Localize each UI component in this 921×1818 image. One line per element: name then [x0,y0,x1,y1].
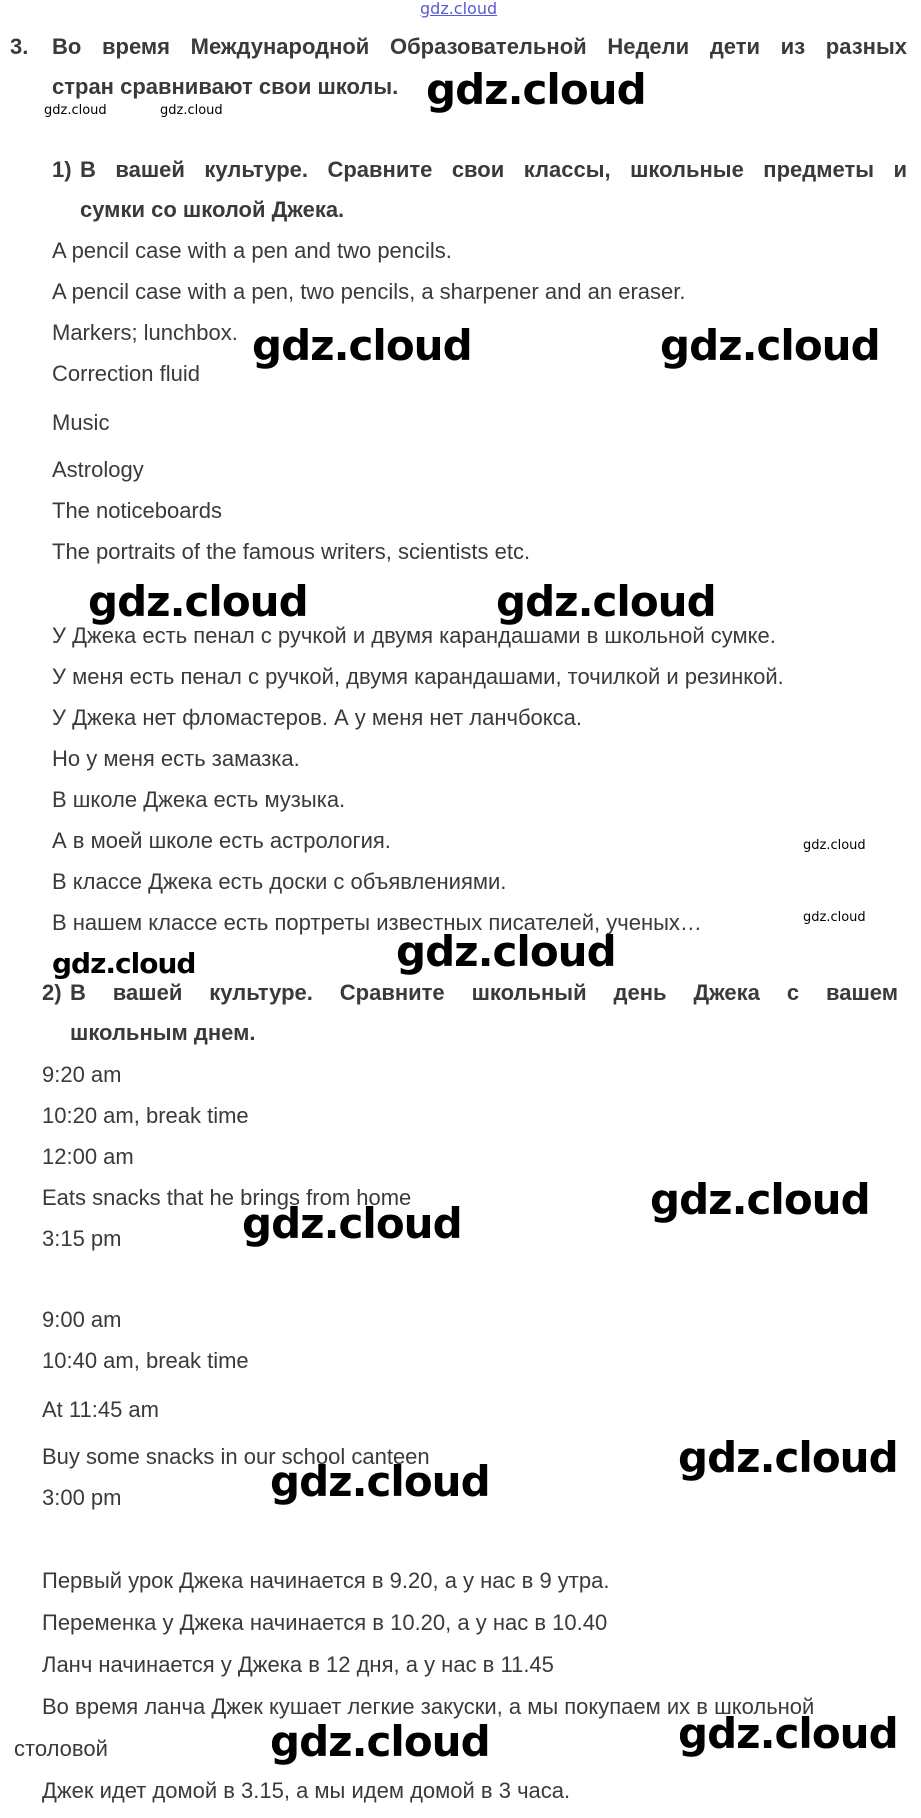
section2-jack-item: 9:20 am [42,1062,122,1087]
section2-ours-item: 3:00 pm [42,1485,122,1510]
watermark-small: gdz.cloud [803,838,866,853]
watermark: gdz.cloud [270,1457,490,1506]
section2-russian-item: Первый урок Джека начинается в 9.20, а у нас в 9 утра. [42,1568,610,1593]
watermark: gdz.cloud [650,1175,870,1224]
task-line-2: стран сравнивают свои школы. [52,74,399,99]
section2-ours-item: At 11:45 am [42,1397,159,1422]
section2-ours-item: 9:00 am [42,1307,122,1332]
section2-ours-item: Buy some snacks in our school canteen [42,1444,430,1469]
section2-jack-item: 12:00 am [42,1144,134,1169]
watermark: gdz.cloud [678,1709,898,1758]
task-number: 3. [10,34,29,59]
watermark: gdz.cloud [426,65,646,114]
task-line-1: Во время Международной Образовательной Недели дети из разных [52,34,907,59]
watermark: gdz.cloud [242,1199,462,1248]
section2-russian-item: Джек идет домой в 3.15, а мы идем домой в 3 часа. [42,1778,571,1803]
watermark-small: gdz.cloud [803,910,866,925]
watermark: gdz.cloud [660,321,880,370]
watermark-small: gdz.cloud [160,103,223,118]
section1-russian-item: В классе Джека есть доски с объявлениями. [52,869,507,894]
section1-english-item: A pencil case with a pen, two pencils, a sharpener and an eraser. [52,279,686,304]
section1-english-item: The noticeboards [52,498,222,523]
section1-heading-line-1: В вашей культуре. Сравните свои классы, школьные предметы и [80,157,907,182]
watermark: gdz.cloud [678,1433,898,1482]
section2-russian-item: Во время ланча Джек кушает легкие закуски, а мы покупаем их в школьной [42,1694,815,1719]
watermark: gdz.cloud [396,927,616,976]
watermark: gdz.cloud [270,1717,490,1766]
watermark-top-link[interactable]: gdz.cloud [420,0,498,18]
section2-heading-line-1: В вашей культуре. Сравните школьный день Джека с вашем [70,980,898,1005]
section2-jack-item: Eats snacks that he brings from home [42,1185,412,1210]
section1-heading-line-2: сумки со школой Джека. [80,197,345,222]
section1-russian-item: У Джека есть пенал с ручкой и двумя карандашами в школьной сумке. [52,623,776,648]
section1-russian-item: Но у меня есть замазка. [52,746,300,771]
section1-english-item: Music [52,410,110,435]
section1-russian-item: У Джека нет фломастеров. А у меня нет ланчбокса. [52,705,582,730]
section1-russian-item: У меня есть пенал с ручкой, двумя карандашами, точилкой и резинкой. [52,664,784,689]
section1-english-item: A pencil case with a pen and two pencils. [52,238,452,263]
section1-english-item: The portraits of the famous writers, scientists etc. [52,539,531,564]
section1-english-item: Astrology [52,457,144,482]
watermark: gdz.cloud [252,321,472,370]
section2-heading-number: 2) [42,980,62,1005]
section2-russian-item: столовой [14,1736,108,1761]
watermark-small: gdz.cloud [44,103,107,118]
section1-russian-item: В нашем классе есть портреты известных писателей, ученых… [52,910,702,935]
section2-russian-item: Ланч начинается у Джека в 12 дня, а у нас в 11.45 [42,1652,554,1677]
section2-jack-item: 3:15 pm [42,1226,122,1251]
section1-russian-item: А в моей школе есть астрология. [52,828,391,853]
section2-ours-item: 10:40 am, break time [42,1348,249,1373]
watermark: gdz.cloud [88,577,308,626]
section1-english-item: Correction fluid [52,361,200,386]
section2-jack-item: 10:20 am, break time [42,1103,249,1128]
section1-russian-item: В школе Джека есть музыка. [52,787,346,812]
section2-russian-item: Переменка у Джека начинается в 10.20, а у нас в 10.40 [42,1610,608,1635]
section1-english-item: Markers; lunchbox. [52,320,238,345]
watermark: gdz.cloud [496,577,716,626]
section1-heading-number: 1) [52,157,72,182]
watermark: gdz.cloud [52,947,196,980]
section2-heading-line-2: школьным днем. [70,1020,256,1045]
